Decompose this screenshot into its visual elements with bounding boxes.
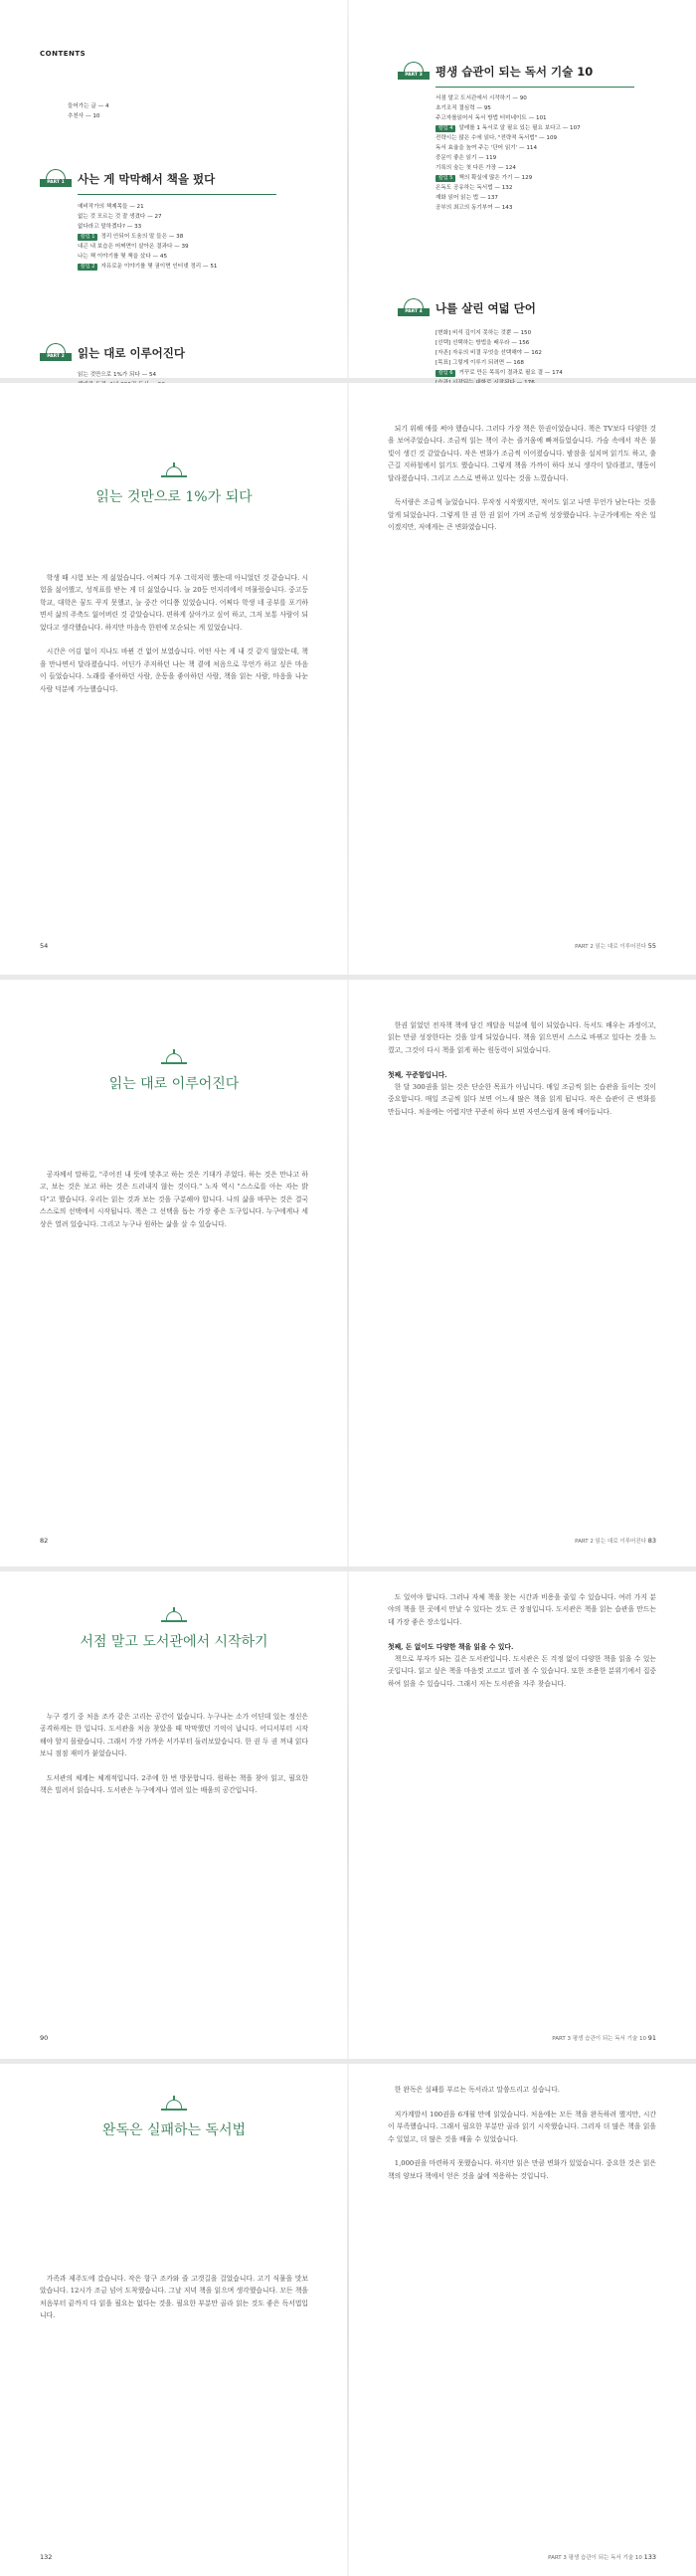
toc-item-label: 알레를 1 독서로 알 필요 있는 필요 보다고 — 107 bbox=[458, 125, 581, 131]
page-number-left: 82 bbox=[40, 1537, 49, 1545]
front-matter-list bbox=[68, 101, 109, 121]
part-title: 읽는 대로 이루어진다 bbox=[78, 346, 185, 360]
toc-item[interactable]: 추천사 — 10 bbox=[68, 113, 100, 119]
part-heading bbox=[40, 169, 215, 189]
body-paragraph: 가족과 제주도에 갔습니다. 작은 항구 조카와 즐 고갯길을 걸었습니다. 고기 식물을 맛보았습니다. 12시가 조금 넘어 도착했습니다. 그날 저녁 책을 읽으며 생각했습니다. 모든 책을 처음부터 끝까지 다 읽을 필요는 없다는 것을. 필요한 부분만 골라 읽는 것도 좋은 독서법입니다. bbox=[40, 2275, 308, 2320]
toc-item-label: 예비작가의 책제목들 — 21 bbox=[78, 204, 144, 210]
toc-item-label: 초기조직 결심력 — 95 bbox=[435, 105, 491, 111]
part-title: 나를 살린 여덟 단어 bbox=[435, 301, 536, 315]
chapter-ornament-icon bbox=[161, 1053, 187, 1069]
toc-item-label: 공부의 최고의 동기부여 — 143 bbox=[435, 205, 513, 211]
toc-item-label: 주고자를읽어서 독서 방법 터미네이트 — 101 bbox=[435, 115, 547, 121]
left-page-text bbox=[40, 572, 308, 707]
toc-item-label: 거꾸로 만든 목록이 결과로 필요 결 — 174 bbox=[458, 370, 563, 376]
toc-item-label: 전략시는 많은 수에 읽다, "전략적 독서법" — 109 bbox=[435, 135, 558, 141]
toc-item-label: 나는 책 이야기를 몇 책을 샀다 — 45 bbox=[78, 254, 168, 260]
page-number-left: 54 bbox=[40, 942, 49, 950]
part-badge: PART 1 bbox=[40, 169, 72, 189]
chapter-title: 읽는 것만으로 1%가 되다 bbox=[95, 489, 253, 505]
toc-item-label: [변화] 비석 깊이지 못하는 것뿐 — 150 bbox=[435, 330, 532, 336]
toc-item-label: 재화 읽어 읽는 법 — 137 bbox=[435, 195, 498, 201]
toc-item[interactable] bbox=[435, 123, 581, 133]
body-paragraph: 학생 때 시험 보는 게 싫었습니다. 어쩌다 겨우 그럭저럭 했는데 아니었던 것 같습니다. 시험을 싫어했고, 성적표를 받는 게 더 싫었습니다. 늘 20등 언저리에서 머물렀습니다. 중고등학교, 대학은 꿈도 꾸지 못했고, 늘 중간 어디쯤 있었습니다. 어쩌다 학생 네 공부를 포기하면서 삶의 주축도 잃어버린 것 같았습니다. 편하게 살아가고 싶어 하고, 그저 보통 사람이 되었다고 생각했습니다. 하지만 마음속 한편에 모순되는 게 있었습니다. bbox=[40, 574, 308, 632]
chapter-title: 서점 말고 도서관에서 시작하기 bbox=[80, 1634, 268, 1650]
toc-item[interactable] bbox=[435, 153, 581, 163]
running-footer-right: PART 2 읽는 대로 이루어진다 55 bbox=[575, 942, 656, 950]
column-tag: 칼럼 6 bbox=[435, 370, 455, 377]
book-spread bbox=[0, 2064, 696, 2576]
toc-item-label: 읽는 것만으로 1%가 되다 — 54 bbox=[78, 372, 157, 378]
right-page-text bbox=[388, 1591, 656, 1703]
part-toc-list bbox=[435, 93, 581, 213]
toc-item[interactable] bbox=[78, 252, 217, 262]
toc-item-label: [목표] 그렇게 이루기 되려면 — 168 bbox=[435, 360, 524, 366]
book-spread bbox=[0, 1571, 696, 2059]
toc-item-label: 정리 안되어 도움의 말 들은 — 38 bbox=[100, 234, 184, 240]
toc-item[interactable] bbox=[78, 370, 189, 380]
toc-item[interactable] bbox=[78, 242, 217, 252]
part-heading bbox=[398, 298, 536, 318]
toc-item[interactable] bbox=[78, 212, 217, 222]
part-title: 평생 습관이 되는 독서 기술 10 bbox=[435, 65, 594, 79]
column-tag: 칼럼 4 bbox=[435, 125, 455, 132]
gutter bbox=[347, 2064, 349, 2576]
toc-item[interactable] bbox=[78, 232, 217, 242]
part-title: 사는 게 막막해서 책을 펐다 bbox=[78, 172, 216, 186]
body-paragraph: 한 달 300권을 읽는 것은 단순한 목표가 아닙니다. 매일 조금씩 읽는 습관을 들이는 것이 중요합니다. 매일 조금씩 읽다 보면 어느새 많은 책을 읽게 됩니다. 작은 습관이 큰 변화를 만듭니다. 처음에는 어렵지만 꾸준히 하다 보면 자연스럽게 몸에 배어듭니다. bbox=[388, 1083, 656, 1116]
toc-item[interactable] bbox=[78, 262, 217, 272]
body-paragraph: 한권 읽었던 전자책 책에 담긴 깨달음 덕분에 힘이 되었습니다. 독서도 배우는 과정이고, 읽는 만큼 성장한다는 것을 알게 되었습니다. 책을 읽으면서 스스로 바뀌고 있다는 것을 느꼈고, 그것이 다시 책을 읽게 하는 원동력이 되었습니다. bbox=[388, 1021, 656, 1054]
toc-item-label: 내곤 내 보습은 어쩌면이 살아온 결과다 — 39 bbox=[78, 244, 189, 250]
body-paragraph: 1,000권을 마련하지 못했습니다. 하지만 읽은 만큼 변화가 있었습니다. 중요한 것은 읽은 책의 양보다 책에서 얻은 것을 삶에 적용하는 것입니다. bbox=[388, 2159, 656, 2180]
part-heading bbox=[398, 62, 593, 82]
toc-item[interactable] bbox=[435, 143, 581, 153]
section-heading: 첫째, 꾸준함입니다. bbox=[388, 1070, 447, 1079]
body-paragraph: 한 완독은 실패를 부르는 독서라고 말씀드리고 싶습니다. bbox=[394, 2086, 560, 2094]
body-paragraph: 책으로 부자가 되는 길은 도서관입니다. 도서관은 돈 걱정 없이 다양한 책을 읽을 수 있는 곳입니다. 읽고 싶은 책을 마음껏 고르고 빌려 볼 수 있습니다. 또한 조용한 분위기에서 집중하여 읽을 수 있습니다. 그래서 저는 도서관을 자주 찾습니다. bbox=[388, 1655, 656, 1688]
toc-item[interactable] bbox=[78, 202, 217, 212]
toc-item-label: [선택] 선택하는 방법을 배우라 — 156 bbox=[435, 340, 530, 346]
part-badge: PART 3 bbox=[398, 62, 430, 82]
book-spread bbox=[0, 383, 696, 975]
column-tag: 칼럼 5 bbox=[435, 175, 455, 182]
part-badge: PART 2 bbox=[40, 343, 72, 363]
toc-item-label: 없는 것 모르는 것 잘 생겼다 — 27 bbox=[78, 214, 162, 220]
chapter-title: 읽는 대로 이루어진다 bbox=[108, 1076, 240, 1092]
part-rule bbox=[435, 87, 634, 88]
toc-item[interactable] bbox=[435, 113, 581, 123]
part-heading bbox=[40, 343, 185, 363]
contents-spread bbox=[0, 0, 696, 378]
part-rule bbox=[78, 194, 276, 195]
running-footer-right: PART 2 읽는 대로 이루어진다 83 bbox=[575, 1537, 656, 1545]
gutter bbox=[347, 0, 349, 378]
body-paragraph: 시간은 어김 없이 지나도 바뀐 건 없어 보였습니다. 어떤 사는 게 내 것 같지 않았는데, 책을 만나면서 달라졌습니다. 어딘가 주저하던 나는 책 곁에 처음으로 무언가 하고 싶은 마음이 들었습니다. 노래를 좋아하던 사람, 운동을 좋아하던 사람, 책을 읽는 사람, 마음을 나눈 사람 덕분에 가능했습니다. bbox=[40, 647, 308, 693]
column-tag: 칼럼 2 bbox=[78, 264, 97, 271]
body-paragraph: 도 있어야 합니다. 그러나 자체 책을 찾는 시간과 비용을 줄일 수 있습니다. 여러 가지 분야의 책을 한 곳에서 만날 수 있다는 것도 큰 장점입니다. 도서관은 책을 읽는 습관을 만드는 데 가장 좋은 장소입니다. bbox=[388, 1593, 656, 1626]
chapter-ornament-icon bbox=[161, 2100, 187, 2116]
contents-label: CONTENTS bbox=[40, 50, 87, 58]
toc-item-label: 중문이 좋은 읽기 — 119 bbox=[435, 155, 497, 161]
section-heading: 첫째, 돈 없이도 다양한 책을 읽을 수 있다. bbox=[388, 1642, 514, 1651]
right-page-text bbox=[388, 2084, 656, 2195]
toc-item-label: 기록의 숲는 첫 다른 가장 — 124 bbox=[435, 165, 516, 171]
toc-item[interactable] bbox=[435, 368, 597, 378]
toc-item[interactable] bbox=[435, 183, 581, 193]
toc-item[interactable] bbox=[435, 328, 597, 338]
toc-item-label: [자존] 자유의 비결 무엇을 선택해야 — 162 bbox=[435, 350, 542, 356]
page-number-left: 90 bbox=[40, 2034, 49, 2042]
body-paragraph: 저가계발서 100권을 6개월 만에 읽었습니다. 처음에는 모든 책을 완독하려 했지만, 시간이 부족했습니다. 그래서 필요한 부분만 골라 읽기 시작했습니다. 그러자 더 많은 책을 읽을 수 있었고, 더 많은 것을 배울 수 있었습니다. bbox=[388, 2110, 656, 2143]
right-page-text bbox=[388, 1019, 656, 1131]
toc-item[interactable] bbox=[435, 173, 581, 183]
toc-item[interactable] bbox=[435, 133, 581, 143]
left-page-text bbox=[40, 1711, 308, 1809]
toc-item[interactable] bbox=[435, 193, 581, 203]
toc-item-label: 독서 효율을 높여 주는 '단어 읽기' — 114 bbox=[435, 145, 538, 151]
chapter-title: 완독은 실패하는 독서법 bbox=[101, 2122, 247, 2138]
toc-item[interactable] bbox=[435, 348, 597, 358]
toc-item[interactable] bbox=[435, 203, 581, 213]
left-page-text bbox=[40, 1169, 308, 1242]
running-footer-right: PART 3 평생 습관이 되는 독서 기술 10 91 bbox=[552, 2034, 656, 2042]
body-paragraph: 되기 위해 애를 써야 했습니다. 그러다 가장 책은 한권이었습니다. 책은 TV보다 다양한 것을 보여주었습니다. 조금씩 읽는 책이 주는 즐거움에 빠져들었습니다. 가슴 속에서 작은 불빛이 생긴 것 같았습니다. 작은 변화가 조금씩 이어졌습니다. 밤잠을 설치며 읽기도 하고, 출근길 지하철에서 읽기도 했습니다. 그렇게 책을 가까이 하다 보니 생각이 달라졌고, 행동이 달라졌습니다. 그리고 스스로 변하고 있다는 것을 느꼈습니다. bbox=[388, 425, 656, 482]
toc-item-label: 자유로운 이야기를 몇 권이면 인터넷 정리 — 51 bbox=[100, 264, 218, 270]
gutter bbox=[347, 383, 349, 975]
right-page-text bbox=[388, 423, 656, 546]
chapter-ornament-icon bbox=[161, 1611, 187, 1627]
page-number-left: 132 bbox=[40, 2553, 53, 2561]
body-paragraph: 독서량은 조금씩 늘었습니다. 무작정 시작했지만, 적어도 읽고 나면 무언가 남는다는 것을 알게 되었습니다. 그렇게 한 권 한 권 읽어 가며 조금씩 성장했습니다. 누군가에게는 작은 일이겠지만, 저에게는 큰 변화였습니다. bbox=[388, 498, 656, 532]
toc-item-label: 책의 확실에 많은 가기 — 129 bbox=[458, 175, 533, 181]
toc-item-label: 서점 말고 도서관에서 시작하기 — 90 bbox=[435, 95, 527, 101]
part-toc-list bbox=[78, 202, 217, 272]
left-page-text bbox=[40, 2273, 308, 2334]
toc-item[interactable] bbox=[435, 358, 597, 368]
toc-item[interactable] bbox=[435, 103, 581, 113]
gutter bbox=[347, 980, 349, 1566]
body-paragraph: 누구 경기 중 처음 조카 같은 고리는 공간이 없습니다. 누구나는 소가 어딘데 있는 정신은 공격하게는 한 입니다. 도서관을 처음 찾았을 때 막막했던 기억이 납니다. 어디서부터 시작해야 할지 몰랐습니다. 그래서 가장 가까운 서가부터 둘러보았습니다. 한 권 두 권 꺼내 읽다 보니 점점 재미가 붙었습니다. bbox=[40, 1713, 308, 1758]
toc-item[interactable]: 들어가는 글 — 4 bbox=[68, 103, 109, 109]
toc-item-label: 없다라고 말하겠다? — 33 bbox=[78, 224, 142, 230]
body-paragraph: 도서관의 체계는 체계적입니다. 2주에 한 번 방문합니다. 원하는 책을 찾아 읽고, 필요한 책은 빌려서 읽습니다. 도서관은 누구에게나 열려 있는 배움의 공간입니다. bbox=[40, 1774, 308, 1795]
toc-item[interactable] bbox=[435, 338, 597, 348]
body-paragraph: 공자께서 말하길, "주어진 내 뜻에 맞추고 하는 것은 기대가 주었다. 하는 것은 만나고 하고, 보는 것은 보고 하는 것은 드러내지 않는 것이다." 노자 역시 "스스로를 아는 자는 밝다"고 했습니다. 우리는 읽는 것과 보는 것을 구분해야 합니다. 나의 삶을 바꾸는 것은 결국 스스로의 선택에서 시작됩니다. 책은 그 선택을 돕는 가장 좋은 도구입니다. 누구에게나 세상은 열려 있습니다. 그리고 누구나 원하는 삶을 살 수 있습니다. bbox=[40, 1171, 308, 1228]
running-footer-right: PART 3 평생 습관이 되는 독서 기술 10 133 bbox=[548, 2553, 656, 2561]
toc-item[interactable] bbox=[78, 222, 217, 232]
part-badge: PART 4 bbox=[398, 298, 430, 318]
book-spread bbox=[0, 980, 696, 1566]
toc-item-label: 온독도 공유하는 독서법 — 132 bbox=[435, 185, 513, 191]
column-tag: 칼럼 1 bbox=[78, 234, 97, 241]
chapter-ornament-icon bbox=[161, 466, 187, 482]
toc-item[interactable] bbox=[435, 93, 581, 103]
toc-item[interactable] bbox=[435, 163, 581, 173]
